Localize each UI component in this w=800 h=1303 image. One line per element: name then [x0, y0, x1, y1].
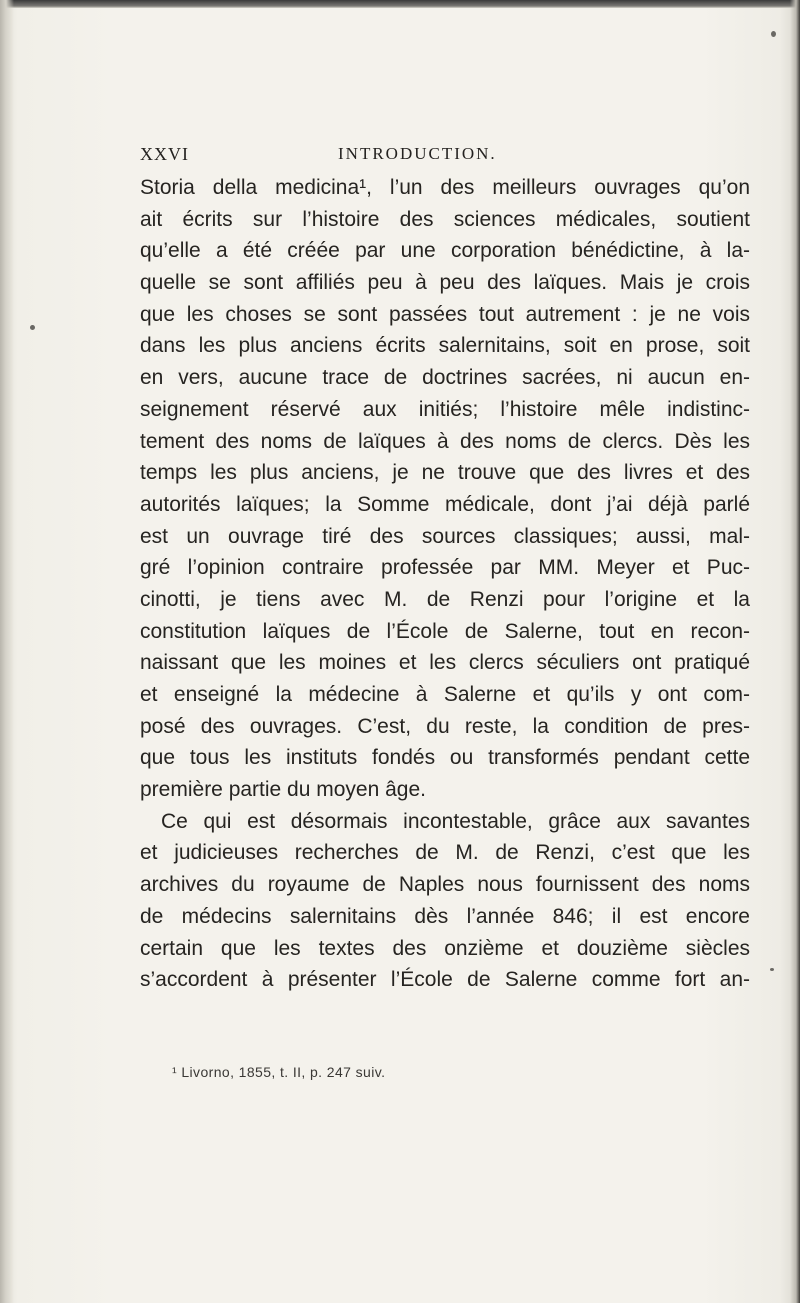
text-line: que les choses se sont passées tout autrement : je ne vois — [140, 302, 750, 326]
page-number: XXVI — [140, 144, 189, 164]
text-line: certain que les textes des onzième et douzième siècles — [140, 936, 750, 960]
text-line: constitution laïques de l’École de Salerne, tout en recon- — [140, 619, 750, 643]
text-line: archives du royaume de Naples nous fournissent des noms — [140, 873, 750, 897]
top-scan-edge — [0, 0, 800, 8]
text-line: quelle se sont affiliés peu à peu des laïques. Mais je crois — [140, 271, 750, 295]
text-line: Ce qui est désormais incontestable, grâce aux savantes — [161, 809, 750, 833]
text-line: en vers, aucune trace de doctrines sacrées, ni aucun en- — [140, 366, 750, 390]
text-line: et judicieuses recherches de M. de Renzi, c’est que les — [140, 841, 750, 865]
text-line: est un ouvrage tiré des sources classiques; aussi, mal- — [140, 524, 750, 548]
text-line: que tous les instituts fondés ou transformés pendant cette — [140, 746, 750, 770]
text-line: Storia della medicina¹, l’un des meilleurs ouvrages qu’on — [140, 176, 750, 199]
text-line: naissant que les moines et les clercs séculiers ont pratiqué — [140, 651, 750, 675]
ink-speck — [771, 31, 776, 37]
text-line: autorités laïques; la Somme médicale, dont j’ai déjà parlé — [140, 492, 750, 516]
right-page-edge — [790, 0, 800, 1303]
text-line: de médecins salernitains dès l’année 846; il est encore — [140, 904, 750, 928]
text-line: temps les plus anciens, je ne trouve que des livres et des — [140, 461, 750, 485]
running-title: INTRODUCTION. — [338, 144, 497, 163]
ink-speck — [30, 325, 35, 330]
text-line: et enseigné la médecine à Salerne et qu’ils y ont com- — [140, 683, 750, 706]
body-text — [140, 172, 750, 996]
text-line: tement des noms de laïques à des noms de clercs. Dès les — [140, 429, 750, 453]
text-line: dans les plus anciens écrits salernitains, soit en prose, soit — [140, 334, 750, 358]
text-line: cinotti, je tiens avec M. de Renzi pour l’origine et la — [140, 587, 750, 611]
text-line: qu’elle a été créée par une corporation bénédictine, à la- — [140, 239, 750, 263]
text-line: gré l’opinion contraire professée par MM. Meyer et Puc- — [140, 556, 750, 580]
running-head — [140, 144, 750, 170]
text-line: ait écrits sur l’histoire des sciences médicales, soutient — [140, 207, 750, 231]
text-line: s’accordent à présenter l’École de Salerne comme fort an- — [140, 968, 750, 992]
text-line: seignement réservé aux initiés; l’histoire mêle indistinc- — [140, 397, 750, 421]
footnote: ¹ Livorno, 1855, t. II, p. 247 suiv. — [172, 1064, 386, 1080]
left-page-edge — [0, 0, 14, 1303]
ink-speck — [770, 968, 774, 971]
text-line: posé des ouvrages. C’est, du reste, la condition de pres- — [140, 714, 750, 738]
text-line: première partie du moyen âge. — [140, 778, 426, 802]
